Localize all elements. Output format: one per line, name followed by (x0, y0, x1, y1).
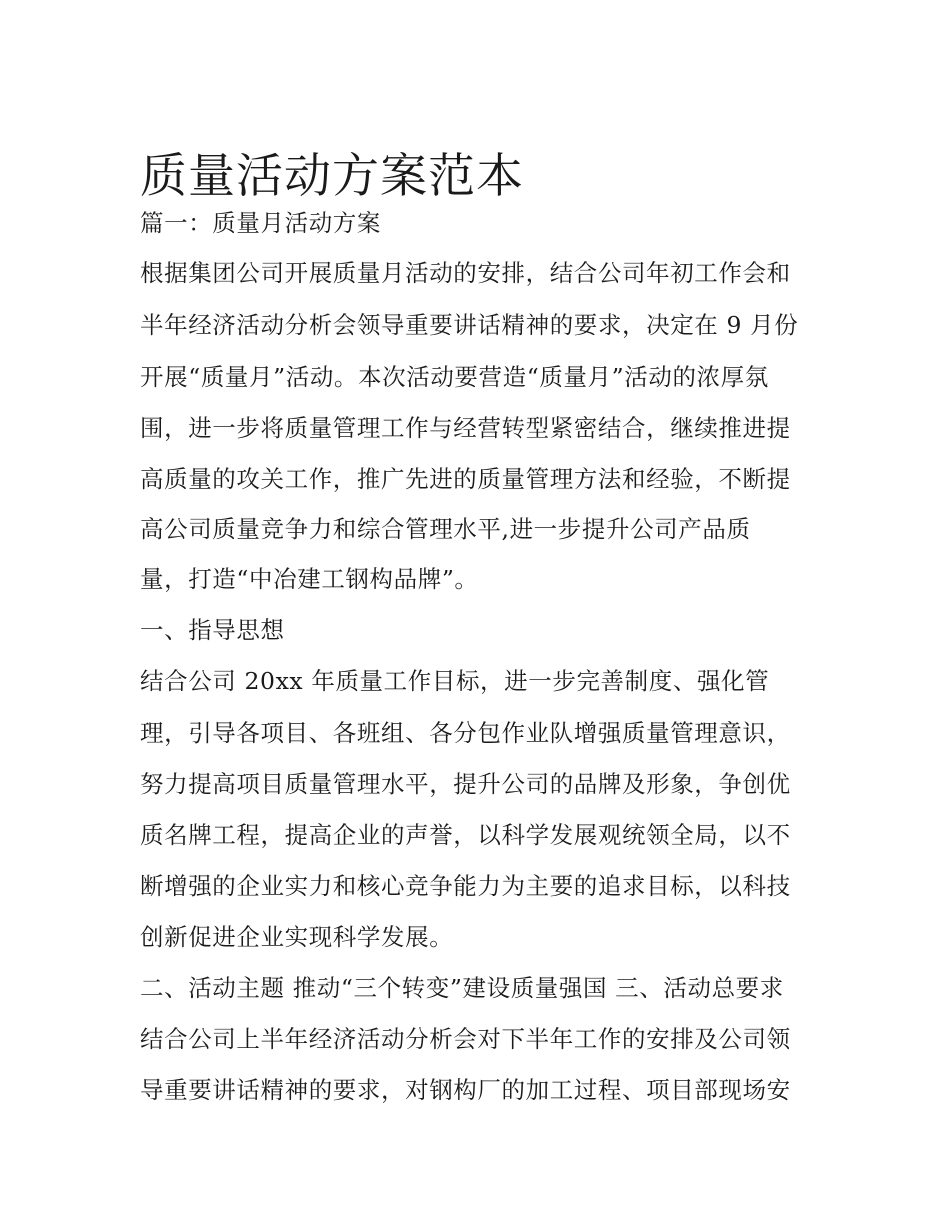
paragraph-line: 导重要讲话精神的要求，对钢构厂的加工过程、项目部现场安 (140, 1076, 791, 1104)
paragraph-line: 围，进一步将质量管理工作与经营转型紧密结合，继续推进提 (140, 414, 791, 442)
paragraph-line: 断增强的企业实力和核心竞争能力为主要的追求目标，以科技 (140, 872, 791, 900)
paragraph-line: 开展“质量月”活动。本次活动要营造“质量月”活动的浓厚氛 (140, 363, 769, 391)
paragraph-line: 质名牌工程，提高企业的声誉，以科学发展观统领全局，以不 (140, 821, 791, 849)
paragraph-line: 根据集团公司开展质量月活动的安排，结合公司年初工作会和 (140, 259, 791, 287)
paragraph-line: 高质量的攻关工作，推广先进的质量管理方法和经验，不断提 (140, 465, 791, 493)
paragraph-line: 半年经济活动分析会领导重要讲话精神的要求，决定在 9 月份 (140, 311, 799, 339)
paragraph-line: 创新促进企业实现科学发展。 (140, 923, 454, 951)
document-title: 质量活动方案范本 (140, 149, 524, 205)
section-heading-theme: 二、活动主题 推动“三个转变”建设质量强国 三、活动总要求 (140, 974, 784, 1002)
paragraph-line: 量，打造“中冶建工钢构品牌”。 (140, 565, 479, 593)
paragraph-line: 结合公司 20xx 年质量工作目标，进一步完善制度、强化管 (140, 667, 770, 695)
section-heading-part-one: 篇一：质量月活动方案 (140, 209, 381, 237)
paragraph-line: 高公司质量竞争力和综合管理水平,进一步提升公司产品质 (140, 515, 751, 543)
paragraph-line: 理，引导各项目、各班组、各分包作业队增强质量管理意识， (140, 719, 791, 747)
paragraph-line: 结合公司上半年经济活动分析会对下半年工作的安排及公司领 (140, 1025, 791, 1053)
section-heading-guiding-ideology: 一、指导思想 (140, 616, 285, 644)
paragraph-line: 努力提高项目质量管理水平，提升公司的品牌及形象，争创优 (140, 770, 791, 798)
